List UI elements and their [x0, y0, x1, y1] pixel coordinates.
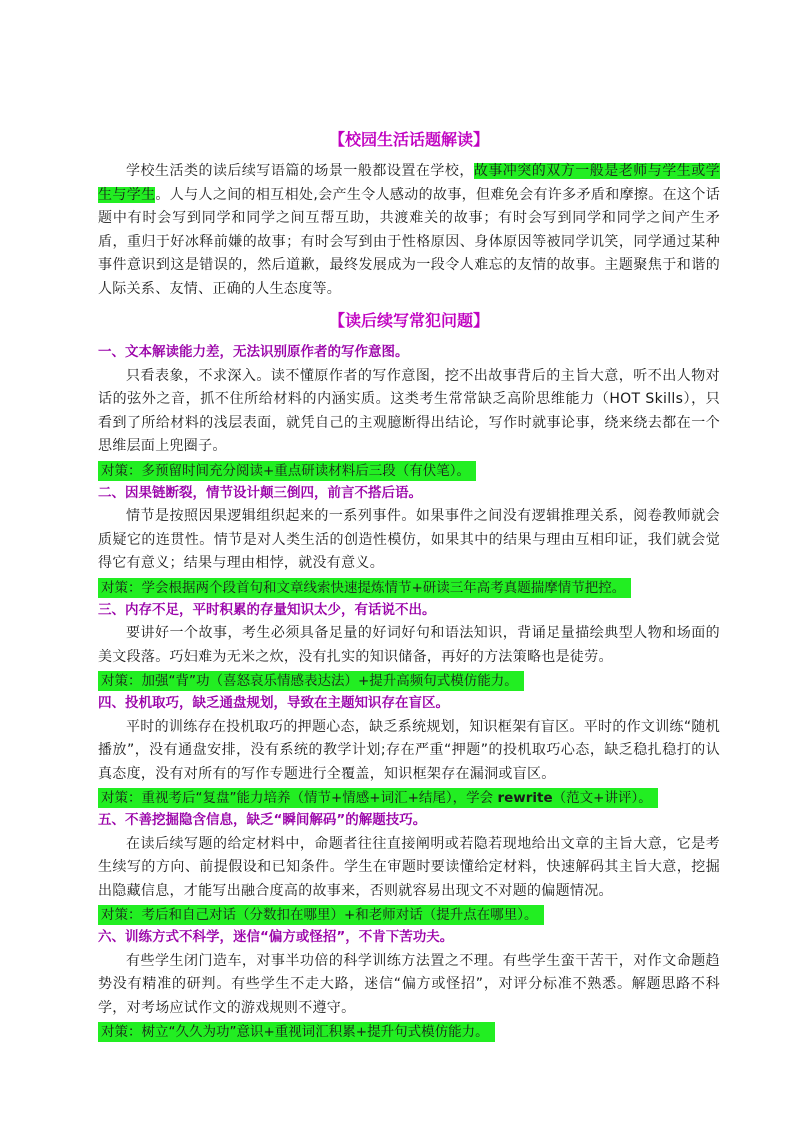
countermeasure: 对策：多预留时间充分阅读+重点研读材料后三段（有伏笔）。: [98, 461, 476, 481]
problem-heading: 三、内存不足，平时积累的存量知识太少，有话说不出。: [98, 601, 436, 618]
problem-paragraph: 情节是按照因果逻辑组织起来的一系列事件。如果事件之间没有逻辑推理关系，阅卷教师就会质疑它的连贯性。情节是对人类生活的创造性模仿，如果其中的结果与理由互相印证，我们就会觉得它有意义；结果与理由相悖，就没有意义。: [98, 508, 720, 571]
countermeasure: 对策：考后和自己对话（分数扣在哪里）+和老师对话（提升点在哪里）。: [98, 905, 544, 925]
countermeasure: [98, 788, 658, 808]
problem-item-6: [98, 926, 720, 1043]
problem-heading: 二、因果链断裂，情节设计颠三倒四，前言不搭后语。: [98, 484, 422, 501]
problem-item-5: [98, 809, 720, 926]
problem-heading: 五、不善挖掘隐含信息，缺乏“瞬间解码”的解题技巧。: [98, 812, 427, 828]
problem-heading: 四、投机取巧，缺乏通盘规划，导致在主题知识存在盲区。: [98, 695, 449, 711]
problem-paragraph: 在读后续写题的给定材料中，命题者往往直接阐明或若隐若现地给出文章的主旨大意，它是考生续写的方向、前提假设和已知条件。学生在审题时要读懂给定材料，快速解码其主旨大意，挖掘出隐藏信息，才能写出融合度高的故事来，否则就容易出现文不对题的偏题情况。: [98, 835, 720, 899]
intro-highlight: 故事冲突的双方一般是老师与学生或学生与学生: [98, 163, 720, 203]
problem-heading: 六、训练方式不科学，迷信“偏方或怪招”，不肯下苦功夫。: [98, 929, 454, 945]
problem-paragraph: 要讲好一个故事，考生必须具备足量的好词好句和语法知识，背诵足量描绘典型人物和场面的美文段落。巧妇难为无米之炊，没有扎实的知识储备，再好的方法策略也是徒劳。: [98, 625, 720, 665]
intro-text-1: 学校生活类的读后续写语篇的场景一般都设置在学校，: [126, 163, 474, 179]
problem-item-4: [98, 692, 720, 809]
problem-item-2: [98, 482, 720, 599]
problem-paragraph: 平时的训练存在投机取巧的押题心态，缺乏系统规划，知识框架有盲区。平时的作文训练“随机播放”，没有通盘安排，没有系统的教学计划;存在严重“押题”的投机取巧心态，缺乏稳扎稳打的认真态度，没有对所有的写作专题进行全覆盖，知识框架存在漏洞或盲区。: [98, 718, 720, 782]
problem-heading: 一、文本解读能力差，无法识别原作者的写作意图。: [98, 344, 409, 360]
problem-paragraph: 有些学生闭门造车，对事半功倍的科学训练方法置之不理。有些学生蛮干苦干，对作文命题趋势没有精准的研判。有些学生不走大路，迷信“偏方或怪招”，对评分标准不熟悉。解题思路不科学，对考场应试作文的游戏规则不遵守。: [98, 952, 720, 1016]
countermeasure: 对策：学会根据两个段首句和文章线索快速提炼情节+研读三年高考真题揣摩情节把控。: [98, 578, 631, 598]
problem-item-3: [98, 599, 720, 693]
countermeasure: 对策：树立“久久为功”意识+重视词汇积累+提升句式模仿能力。: [98, 1022, 495, 1042]
countermeasure-text-end: （范文+讲评）。: [552, 790, 652, 806]
problem-item-1: [98, 341, 720, 482]
countermeasure-bold: rewrite: [497, 790, 553, 806]
section-title-common-problems: 【读后续写常犯问题】: [328, 311, 489, 330]
countermeasure-text: 对策：重视考后“复盘”能力培养（情节+情感+词汇+结尾），学会: [101, 790, 498, 806]
section-title-campus-life: 【校园生活话题解读】: [328, 130, 489, 149]
countermeasure: 对策：加强“背”功（喜怒哀乐情感表达法）+提升高频句式模仿能力。: [98, 671, 524, 691]
intro-paragraph: [98, 160, 720, 301]
intro-text-2: 。人与人之间的相互相处,会产生令人感动的故事，但难免会有许多矛盾和摩擦。在这个话题中有时会写到同学和同学之间互帮互助，共渡难关的故事；有时会写到同学和同学之间产生矛盾，重归于好冰释前嫌的故事；有时会写到由于性格原因、身体原因等被同学讥笑，同学通过某种事件意识到这是错误的，然后道歉，最终发展成为一段令人难忘的友情的故事。主题聚焦于和谐的人际关系、友情、正确的人生态度等。: [98, 186, 720, 297]
document-page: [98, 128, 720, 1043]
problem-paragraph: 只看表象，不求深入。读不懂原作者的写作意图，挖不出故事背后的主旨大意，听不出人物对话的弦外之音，抓不住所给材料的内涵实质。这类考生常常缺乏高阶思维能力（HOT Skills），只看到了所给材料的浅层表面，就凭自己的主观臆断得出结论，写作时就事论事，绕来绕去都在一个思维层面上兜圈子。: [98, 367, 720, 454]
